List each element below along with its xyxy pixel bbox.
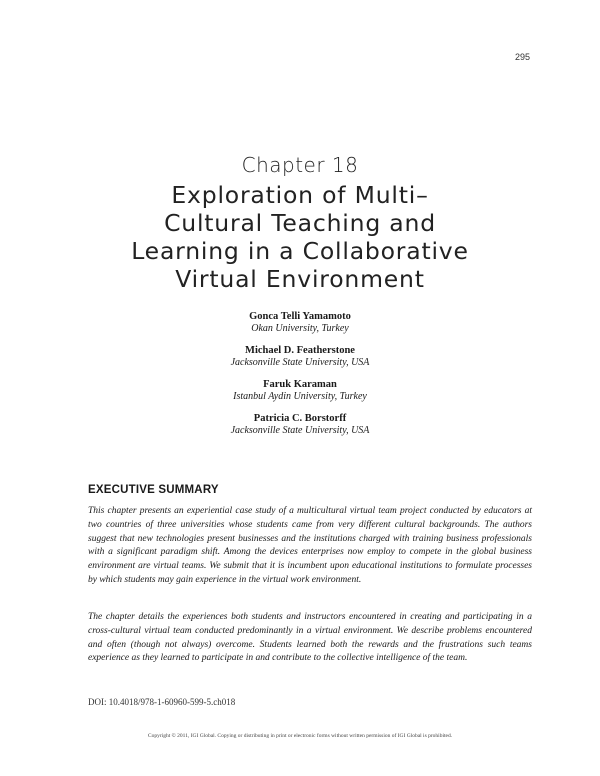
author-name: Michael D. Featherstone xyxy=(245,345,355,356)
title-line: Exploration of Multi– xyxy=(171,181,429,209)
author-affiliation: Jacksonville State University, USA xyxy=(230,425,370,436)
page-number: 295 xyxy=(514,52,530,62)
author-affiliation: Okan University, Turkey xyxy=(251,323,349,334)
author-affiliation: Jacksonville State University, USA xyxy=(230,357,370,368)
author-name: Gonca Telli Yamamoto xyxy=(249,311,351,322)
author-name: Patricia C. Borstorff xyxy=(253,413,347,424)
author-name: Faruk Karaman xyxy=(263,379,337,390)
summary-paragraph: The chapter details the experiences both students and instructors encountered in creating and participating in a cross-cultural virtual team conducted predominantly in a virtual environment. We describe problems encountered and often (though not always) overcome. Students learned both the rewards and the frustrations such teams experience as they learned to participate in and contribute to the collective intelligence of the team. xyxy=(88,612,532,664)
doi-line: DOI: 10.4018/978-1-60960-599-5.ch018 xyxy=(88,697,236,707)
title-line: Cultural Teaching and xyxy=(164,209,436,237)
chapter-label: Chapter 18 xyxy=(241,153,359,177)
chapter-title xyxy=(40,181,560,293)
author-block xyxy=(0,379,600,403)
section-heading: EXECUTIVE SUMMARY xyxy=(88,484,219,496)
title-line: Learning in a Collaborative xyxy=(131,237,469,265)
author-block xyxy=(0,345,600,369)
summary-paragraph: This chapter presents an experiential case study of a multicultural virtual team project conducted by educators at two countries of three universities whose students came from very different cultural backgrounds. The authors suggest that new technologies present businesses and the institutions charged with training business professionals with a significant paradigm shift. Among the devices enterprises now employ to compete in the global business environment are virtual teams. We submit that it is incumbent upon educational institutions to formulate processes by which students may gain experience in the virtual work environment. xyxy=(88,506,532,585)
author-block xyxy=(0,413,600,437)
author-affiliation: Istanbul Aydin University, Turkey xyxy=(233,391,367,402)
author-list xyxy=(0,311,600,447)
copyright-notice: Copyright © 2011, IGI Global. Copying or distributing in print or electronic forms without written permission of IGI Global is prohibited. xyxy=(147,733,453,739)
title-line: Virtual Environment xyxy=(175,265,425,293)
author-block xyxy=(0,311,600,335)
